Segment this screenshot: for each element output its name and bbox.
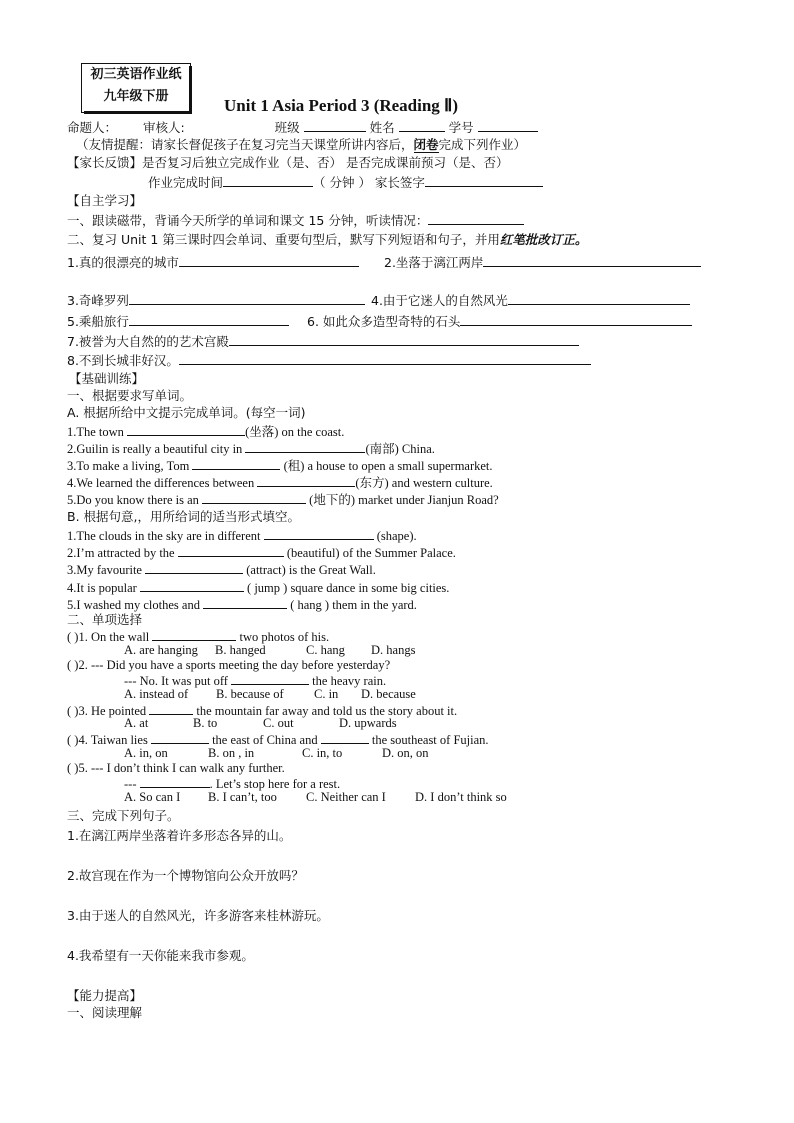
phrase-2 — [384, 254, 701, 270]
reminder-tail: 完成下列作业） — [438, 137, 527, 152]
advanced-heading: 【能力提高】 — [67, 988, 143, 1003]
phrase-3-text: 3.奇峰罗列 — [67, 293, 129, 308]
phrase-6-blank[interactable] — [460, 313, 692, 326]
box-line-2: 九年级下册 — [103, 89, 169, 104]
item1-text: 一、跟读磁带，背诵今天所学的单词和课文 15 分钟，听读情况： — [67, 213, 429, 228]
mc4-mid: the east of China and — [212, 733, 318, 747]
phrase-8-text: 8.不到长城非好汉。 — [67, 353, 179, 368]
class-blank[interactable] — [304, 119, 366, 132]
a-question-3 — [67, 457, 493, 474]
a-question-1 — [67, 423, 344, 440]
a2-text: 2.Guilin is really a beautiful city in — [67, 442, 243, 456]
a1-blank[interactable] — [127, 423, 245, 436]
mc4-option-a[interactable]: A. in, on — [124, 746, 168, 760]
mc2-option-c[interactable]: C. in — [314, 687, 339, 701]
listening-blank[interactable] — [428, 212, 524, 225]
basic-part-1: 一、根据要求写单词。 — [67, 388, 193, 403]
phrase-7-text: 7.被誉为大自然的的艺术宫殿 — [67, 334, 229, 349]
sentence-2: 2.故宫现在作为一个博物馆向公众开放吗？ — [67, 868, 304, 883]
b5-tail: ( hang ) them in the yard. — [290, 598, 417, 612]
phrase-5 — [67, 313, 289, 329]
b4-tail: ( jump ) square dance in some big cities. — [247, 581, 450, 595]
b3-tail: (attract) is the Great Wall. — [246, 563, 376, 577]
mc3-option-d[interactable]: D. upwards — [339, 716, 397, 730]
reminder-text: （友情提醒：请家长督促孩子在复习完当天课堂所讲内容后， — [76, 137, 414, 152]
b-question-2 — [67, 544, 456, 561]
b2-tail: (beautiful) of the Summer Palace. — [286, 546, 456, 560]
a4-blank[interactable] — [257, 474, 355, 487]
a-question-4 — [67, 474, 493, 491]
mc3-option-c[interactable]: C. out — [263, 716, 294, 730]
a5-blank[interactable] — [202, 491, 306, 504]
basic-part-3: 三、完成下列句子。 — [67, 808, 180, 823]
reminder — [76, 137, 526, 152]
b-question-1 — [67, 527, 417, 544]
phrase-7-blank[interactable] — [229, 333, 579, 346]
b1-tail: (shape). — [376, 529, 417, 543]
mc4-option-c[interactable]: C. in, to — [302, 746, 343, 760]
basic-part-b: B. 根据句意,，用所给词的适当形式填空。 — [67, 509, 300, 524]
number-label: 学号 — [448, 120, 474, 135]
b2-text: 2.I’m attracted by the — [67, 546, 175, 560]
phrase-1-blank[interactable] — [179, 254, 359, 267]
a3-text: 3.To make a living, Tom — [67, 459, 190, 473]
mc2-text: --- No. It was put off — [124, 674, 228, 688]
page-title: Unit 1 Asia Period 3 (Reading Ⅱ) — [224, 96, 459, 115]
phrase-2-text: 2.坐落于漓江两岸 — [384, 255, 484, 270]
a3-tail: (租) a house to open a small supermarket. — [283, 459, 493, 473]
mc2-blank[interactable] — [231, 672, 309, 685]
mc4-blank-2[interactable] — [321, 731, 369, 744]
a-question-5 — [67, 491, 499, 508]
phrase-3 — [67, 292, 365, 308]
phrase-6 — [307, 313, 692, 329]
reminder-emphasis: 闭卷 — [413, 137, 439, 152]
sentence-3: 3.由于迷人的自然风光，许多游客来桂林游玩。 — [67, 908, 329, 923]
mc-question-1 — [67, 628, 329, 645]
b1-text: 1.The clouds in the sky are in different — [67, 529, 261, 543]
mc1-tail: two photos of his. — [239, 630, 330, 644]
mc1-option-a[interactable]: A. are hanging — [124, 643, 198, 657]
mc5-tail: . Let’s stop here for a rest. — [209, 777, 341, 791]
phrase-1 — [67, 254, 359, 270]
mc4-stem: ( )4. Taiwan lies — [67, 733, 148, 747]
mc2-option-a[interactable]: A. instead of — [124, 687, 189, 701]
parent-feedback-2 — [148, 174, 543, 190]
worksheet-label-box — [81, 63, 191, 113]
basic-part-a: A. 根据所给中文提示完成单词。(每空一词) — [67, 405, 306, 420]
a4-tail: (东方) and western culture. — [355, 476, 493, 490]
parent-feedback-1: 【家长反馈】是否复习后独立完成作业（是、否） 是否完成课前预习（是、否） — [67, 155, 509, 170]
b-question-3 — [67, 561, 376, 578]
mc5-option-b[interactable]: B. I can’t, too — [208, 790, 277, 804]
phrase-8-blank[interactable] — [179, 352, 591, 365]
b3-blank[interactable] — [145, 561, 243, 574]
b4-blank[interactable] — [140, 579, 244, 592]
mc5-blank[interactable] — [140, 775, 210, 788]
name-blank[interactable] — [399, 119, 445, 132]
time-blank[interactable] — [223, 174, 313, 187]
phrase-2-blank[interactable] — [483, 254, 701, 267]
author-label: 命题人： — [67, 120, 118, 135]
info-line — [67, 119, 538, 135]
a4-text: 4.We learned the differences between — [67, 476, 255, 490]
sentence-1: 1.在漓江两岸坐落着许多形态各异的山。 — [67, 828, 292, 843]
mc3-option-b[interactable]: B. to — [193, 716, 218, 730]
class-label: 班级 — [274, 120, 300, 135]
sentence-4: 4.我希望有一天你能来我市参观。 — [67, 948, 254, 963]
a-question-2 — [67, 440, 435, 457]
reviewer-label: 审核人: — [142, 120, 185, 135]
mc2-option-d[interactable]: D. because — [361, 687, 416, 701]
a1-text: 1.The town — [67, 425, 124, 439]
phrase-7 — [67, 333, 579, 349]
mc3-blank[interactable] — [149, 702, 193, 715]
b1-blank[interactable] — [264, 527, 374, 540]
item2-emphasis: 红笔批改订正。 — [499, 232, 588, 247]
mc3-option-a[interactable]: A. at — [124, 716, 149, 730]
phrase-4-blank[interactable] — [508, 292, 690, 305]
a5-tail: (地下的) market under Jianjun Road? — [309, 493, 499, 507]
b2-blank[interactable] — [178, 544, 284, 557]
mc1-blank[interactable] — [152, 628, 236, 641]
mc4-option-b[interactable]: B. on , in — [208, 746, 255, 760]
mc1-option-b[interactable]: B. hanged — [215, 643, 266, 657]
phrase-4 — [371, 292, 690, 308]
self-study-item-2 — [67, 232, 587, 247]
mc5-option-d[interactable]: D. I don’t think so — [415, 790, 507, 804]
a2-blank[interactable] — [245, 440, 365, 453]
mc3-stem: ( )3. He pointed — [67, 704, 147, 718]
b-question-5 — [67, 596, 417, 613]
b5-text: 5.I washed my clothes and — [67, 598, 200, 612]
phrase-5-blank[interactable] — [129, 313, 289, 326]
mc-question-5: ( )5. --- I don’t think I can walk any further. — [67, 761, 285, 775]
self-study-item-1 — [67, 212, 524, 228]
mc1-option-c[interactable]: C. hang — [306, 643, 345, 657]
phrase-5-text: 5.乘船旅行 — [67, 314, 129, 329]
box-line-1: 初三英语作业纸 — [90, 67, 182, 82]
mc5-option-a[interactable]: A. So can I — [124, 790, 181, 804]
name-label: 姓名 — [369, 120, 395, 135]
phrase-1-text: 1.真的很漂亮的城市 — [67, 255, 179, 270]
mc-question-2: ( )2. --- Did you have a sports meeting the day before yesterday? — [67, 658, 391, 672]
basic-part-2: 二、单项选择 — [67, 612, 143, 627]
basic-heading: 【基础训练】 — [69, 371, 145, 386]
mc3-tail: the mountain far away and told us the story about it. — [196, 704, 458, 718]
phrase-6-text: 6. 如此众多造型奇特的石头 — [307, 314, 461, 329]
a1-tail: (坐落) on the coast. — [245, 425, 345, 439]
mc2-tail: the heavy rain. — [312, 674, 387, 688]
mc4-tail: the southeast of Fujian. — [371, 733, 489, 747]
item2-text: 二、复习 Unit 1 第三课时四会单词、重要句型后，默写下列短语和句子，并用 — [67, 232, 500, 247]
b5-blank[interactable] — [203, 596, 287, 609]
a2-tail: (南部) China. — [365, 442, 435, 456]
mc1-stem: ( )1. On the wall — [67, 630, 150, 644]
mc4-option-d[interactable]: D. on, on — [382, 746, 429, 760]
phrase-3-blank[interactable] — [129, 292, 365, 305]
self-study-heading: 【自主学习】 — [67, 193, 143, 208]
signature-label: （ 分钟 ） 家长签字 — [313, 175, 425, 190]
signature-blank[interactable] — [425, 174, 543, 187]
time-label: 作业完成时间 — [148, 175, 224, 190]
b-question-4 — [67, 579, 449, 596]
a3-blank[interactable] — [192, 457, 280, 470]
number-blank[interactable] — [478, 119, 538, 132]
mc2-option-b[interactable]: B. because of — [216, 687, 284, 701]
mc5-dash: --- — [124, 777, 137, 791]
phrase-8 — [67, 352, 591, 368]
advanced-part-1: 一、阅读理解 — [67, 1005, 143, 1020]
phrase-4-text: 4.由于它迷人的自然风光 — [371, 293, 508, 308]
mc5-option-c[interactable]: C. Neither can I — [306, 790, 386, 804]
mc1-option-d[interactable]: D. hangs — [371, 643, 416, 657]
a5-text: 5.Do you know there is an — [67, 493, 199, 507]
b4-text: 4.It is popular — [67, 581, 137, 595]
mc4-blank-1[interactable] — [151, 731, 209, 744]
b3-text: 3.My favourite — [67, 563, 142, 577]
